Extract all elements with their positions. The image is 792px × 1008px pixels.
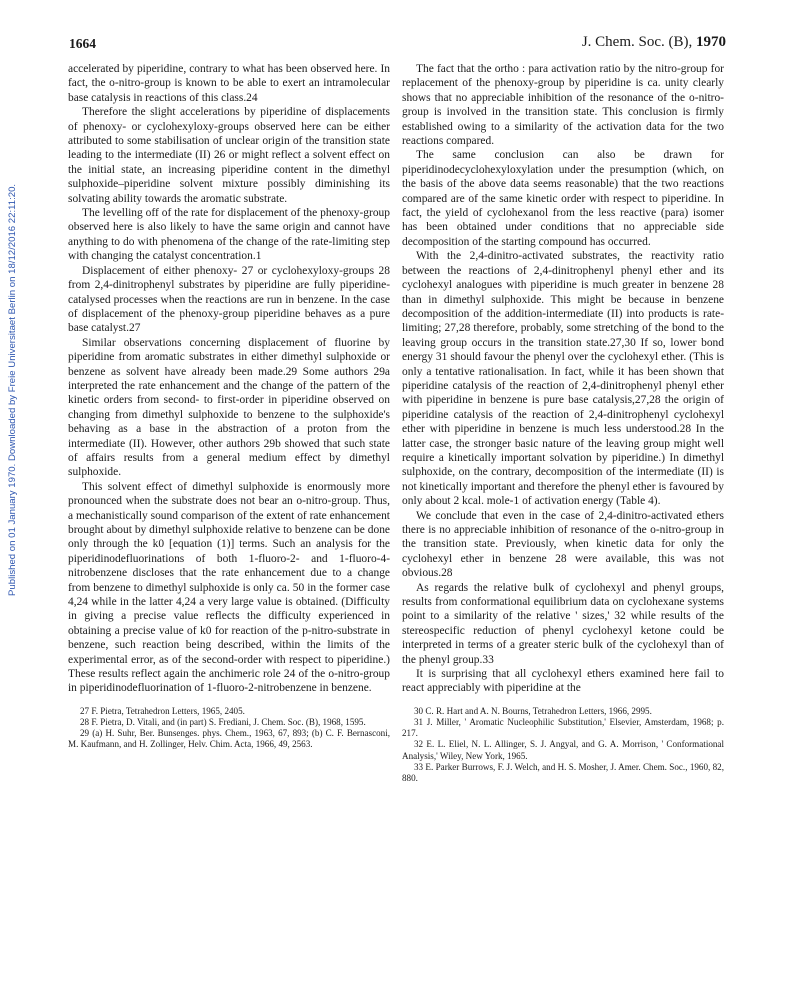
paragraph: The levelling off of the rate for displacement of the phenoxy-group observed here is also likely to have the same origin and cannot have anything to do with phenomena of the change of the rate-limiting step with changing the catalyst concentration.1 <box>68 207 390 263</box>
paragraph: The same conclusion can also be drawn for piperidinodecyclohexyloxylation under the presumption (which, on the basis of the above data seems reasonable) that the two reactions compared are of the same kinetic order with respect to piperidine. In fact, the yield of cyclohexanol from the less reactive (para) isomer has been obtained under conditions that no appreciable side decomposition of the starting compound has occurred. <box>402 149 724 248</box>
footnote: 29 (a) H. Suhr, Ber. Bunsenges. phys. Chem., 1963, 67, 893; (b) C. F. Bernasconi, M. Kaufmann, and H. Zollinger, Helv. Chim. Acta, 1966, 49, 2563. <box>68 728 390 750</box>
footnote: 32 E. L. Eliel, N. L. Allinger, S. J. Angyal, and G. A. Morrison, ' Conformational Analysis,' Wiley, New York, 1965. <box>402 739 724 761</box>
paragraph: accelerated by piperidine, contrary to what has been observed here. In fact, the o-nitro-group is known to be able to exert an intramolecular base catalysis in reactions of this class.24 <box>68 63 390 104</box>
journal-header <box>582 34 726 51</box>
right-column <box>402 62 724 784</box>
page-number: 1664 <box>69 36 96 51</box>
paragraph: With the 2,4-dinitro-activated substrates, the reactivity ratio between the reactions of 2,4-dinitrophenyl phenyl ether and its cyclohexyl analogues with piperidine is much greater in benzene 28 than in dimethyl sulphoxide. This might be because in benzene decomposition of the addition-intermediate (II) into products is rate-limiting; 27,28 therefore, probably, some stretching of the bond to the leaving group occurs in the transition state.27,30 If so, lower bond energy 31 should favour the phenyl over the cyclohexyl ether. (This is only a tentative rationalisation. In fact, while it has been shown that piperidine catalysis of the reaction of 2,4-dinitrophenyl phenyl ether with piperidine in benzene is pure base catalysis,27,28 the origin of piperidine catalysis of the reaction of 2,4-dinitrophenyl cyclohexyl ether with piperidine in benzene is much less understood.28 In the latter case, the stronger basic nature of the leaving group might well require a kinetically important solvation by piperidine.) In dimethyl sulphoxide, on the contrary, decomposition of the intermediate (II) is not kinetically important and therefore the phenyl ether is favoured by only about 2 kcal. mole-1 of activation energy (Table 4). <box>402 250 724 508</box>
paragraph: The fact that the ortho : para activation ratio by the nitro-group for replacement of the phenoxy-group by piperidine is ca. unity clearly shows that no appreciable inhibition of the resonance of the o-nitro-group is involved in the transition state. This conclusion is firmly established owing to a similarity of the activation data for the two reactions compared. <box>402 63 724 148</box>
footnote: 28 F. Pietra, D. Vitali, and (in part) S. Frediani, J. Chem. Soc. (B), 1968, 1595. <box>80 717 366 728</box>
footnote: 27 F. Pietra, Tetrahedron Letters, 1965, 2405. <box>80 705 245 716</box>
journal-name: J. Chem. Soc. (B), <box>581 34 696 50</box>
footnote: 30 C. R. Hart and A. N. Bourns, Tetrahedron Letters, 1966, 2995. <box>414 705 652 716</box>
journal-year: 1970 <box>696 34 726 50</box>
footnotes <box>68 706 390 751</box>
paragraph: Therefore the slight accelerations by piperidine of displacements of phenoxy- or cyclohexyloxy-groups observed here can be either attributed to some stabilisation of unclear origin of the transition state leading to the intermediate (II) 26 or might reflect a solvent effect on the initial state, an increasing piperidine content in the dimethyl sulphoxide–piperidine solvent mixture possibly diminishing its solvating ability towards the aromatic substrate. <box>68 106 390 205</box>
left-column <box>68 62 390 751</box>
download-watermark: Published on 01 January 1970. Downloaded by Freie Universitaet Berlin on 18/12/2016 22:11:20. <box>7 183 18 597</box>
paragraph: This solvent effect of dimethyl sulphoxide is enormously more pronounced when the substrate does not bear an o-nitro-group. Thus, a mechanistically sound comparison of the extent of rate enhancement brought about by dimethyl sulphoxide relative to benzene can be done only through the k0 [equation (1)] terms. Such an analysis for the piperidinodefluorinations of both 1-fluoro-2- and 1-fluoro-4-nitrobenzene discloses that the rate enhancement due to a change from benzene to dimethyl sulphoxide is only ca. 50 in the former case 4,24 while in the latter 4,24 a very large value is obtained. (Difficulty in giving a precise value reflects the difficulty experienced in obtaining a precise value of k0 for reaction of the p-nitro-substrate in benzene, such reaction being described, within the limits of the experimental error, as of the second-order with respect to piperidine.) These results reflect again the anchimeric role 24 of the o-nitro-group in piperidinodefluorination of 1-fluoro-2-nitrobenzene in benzene. <box>68 480 390 695</box>
footnote: 31 J. Miller, ' Aromatic Nucleophilic Substitution,' Elsevier, Amsterdam, 1968; p. 217. <box>402 717 724 739</box>
footnotes <box>402 706 724 784</box>
paragraph: It is surprising that all cyclohexyl ethers examined here fail to react appreciably with piperidine at the <box>402 668 724 695</box>
paragraph: Similar observations concerning displacement of fluorine by piperidine from aromatic substrates in either dimethyl sulphoxide or benzene as solvent have already been made.29 Some authors 29a interpreted the rate enhancement and the change of the pattern of the kinetic orders from second- to first-order in piperidine observed on changing from dimethyl sulphoxide to benzene to the sulphoxide's behaving as a base in the abstraction of a proton from the intermediate (II). However, other authors 29b showed that such state of affairs results from a general medium effect by dimethyl sulphoxide. <box>68 336 390 479</box>
paragraph: As regards the relative bulk of cyclohexyl and phenyl groups, results from conformational equilibrium data on cyclohexane systems point to a similarity of the relative ' sizes,' 32 while results of the stereospecific reduction of phenyl cyclohexyl ketone could be interpreted in terms of a greater steric bulk of the cyclohexyl than of the phenyl group.33 <box>402 581 724 666</box>
footnote: 33 E. Parker Burrows, F. J. Welch, and H. S. Mosher, J. Amer. Chem. Soc., 1960, 82, 880. <box>402 761 724 784</box>
paragraph: Displacement of either phenoxy- 27 or cyclohexyloxy-groups 28 from 2,4-dinitrophenyl substrates by piperidine are fully piperidine-catalysed processes when the reactions are run in benzene. In the case of displacement of the phenoxy-group piperidine behaves as a pure base catalyst.27 <box>68 264 390 335</box>
paragraph: We conclude that even in the case of 2,4-dinitro-activated ethers there is no appreciable inhibition of resonance of the o-nitro-group in the transition state. Previously, when kinetic data for only the cyclohexyl ether in benzene 28 were available, this was not obvious.28 <box>402 509 724 580</box>
